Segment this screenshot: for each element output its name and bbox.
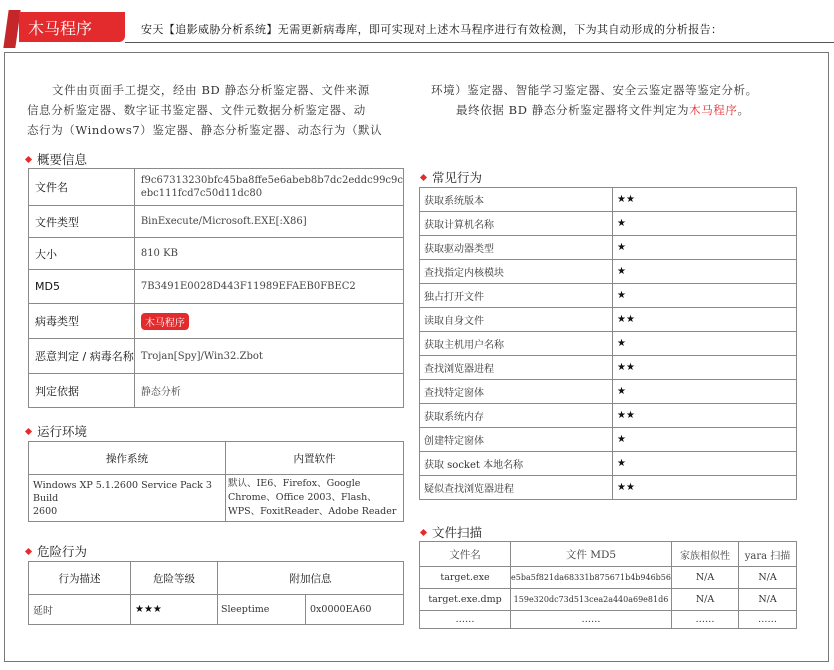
table-row	[29, 339, 404, 374]
behavior-stars: ★	[613, 428, 797, 452]
behavior-name: 获取系统内存	[420, 404, 613, 428]
behavior-name: 获取系统版本	[420, 188, 613, 212]
scan-header-name: 文件名	[420, 542, 511, 567]
table-row	[29, 475, 404, 522]
overview-key-virus-type: 病毒类型	[29, 304, 135, 339]
behavior-name: 创建特定窗体	[420, 428, 613, 452]
behavior-stars: ★★	[613, 404, 797, 428]
danger-table	[28, 561, 404, 625]
behavior-name: 查找特定窗体	[420, 380, 613, 404]
danger-title-text: 危险行为	[37, 544, 88, 559]
table-row	[29, 206, 404, 238]
behavior-name: 疑似查找浏览器进程	[420, 476, 613, 500]
header-description: 安天【追影威胁分析系统】无需更新病毒库，即可实现对上述木马程序进行有效检测，下为其自动形成的分析报告：	[141, 23, 723, 36]
overview-title-text: 概要信息	[37, 152, 88, 167]
scan-family: ……	[672, 611, 739, 629]
overview-key-filename: 文件名	[29, 169, 135, 206]
table-row	[29, 442, 404, 475]
intro-line-5	[456, 100, 750, 120]
danger-info-name: Sleeptime	[218, 595, 306, 625]
diamond-icon	[25, 548, 32, 555]
scan-header-md5: 文件 MD5	[511, 542, 672, 567]
overview-key-basis: 判定依据	[29, 374, 135, 408]
behavior-name: 读取自身文件	[420, 308, 613, 332]
table-row	[29, 595, 404, 625]
env-os	[29, 475, 226, 522]
scan-name: ……	[420, 611, 511, 629]
table-row	[29, 562, 404, 595]
environment-title-text: 运行环境	[37, 424, 88, 439]
scan-header-yara: yara 扫描	[739, 542, 797, 567]
danger-header-level: 危险等级	[131, 562, 218, 595]
scan-name: target.exe.dmp	[420, 589, 511, 611]
virus-type-badge: 木马程序	[141, 313, 189, 330]
behavior-stars: ★	[613, 452, 797, 476]
behavior-row	[420, 308, 797, 332]
behavior-stars: ★★	[613, 308, 797, 332]
overview-table	[28, 168, 404, 408]
overview-value-filename	[134, 169, 403, 206]
environment-table	[28, 441, 404, 522]
behavior-row	[420, 356, 797, 380]
table-row	[29, 304, 404, 339]
overview-value-virus-type	[134, 304, 403, 339]
behaviors-title-text: 常见行为	[432, 170, 483, 185]
env-software-line-2: Chrome、Office 2003、Flash、	[228, 492, 377, 503]
intro-verdict: 木马程序	[689, 103, 738, 117]
table-row	[420, 611, 797, 629]
behavior-row	[420, 380, 797, 404]
overview-key-filetype: 文件类型	[29, 206, 135, 238]
filescan-title	[418, 523, 482, 541]
behavior-name: 查找浏览器进程	[420, 356, 613, 380]
behavior-name: 获取 socket 本地名称	[420, 452, 613, 476]
behavior-row	[420, 476, 797, 500]
filescan-title-text: 文件扫描	[432, 525, 483, 540]
filescan-table	[419, 541, 797, 629]
table-row	[420, 589, 797, 611]
behavior-row	[420, 332, 797, 356]
behavior-stars: ★	[613, 212, 797, 236]
scan-yara: N/A	[739, 589, 797, 611]
overview-key-md5: MD5	[29, 270, 135, 304]
intro-line-2: 信息分析鉴定器、数字证书鉴定器、文件元数据分析鉴定器、动	[27, 103, 366, 117]
diamond-icon	[25, 156, 32, 163]
scan-header-family: 家族相似性	[672, 542, 739, 567]
overview-key-size: 大小	[29, 238, 135, 270]
behavior-stars: ★★	[613, 188, 797, 212]
env-header-os: 操作系统	[29, 442, 226, 475]
behavior-stars: ★★	[613, 476, 797, 500]
scan-md5: ……	[511, 611, 672, 629]
behavior-stars: ★	[613, 380, 797, 404]
intro-verdict-prefix: 最终依据 BD 静态分析鉴定器将文件判定为	[456, 103, 690, 117]
danger-desc: 延时	[29, 595, 131, 625]
danger-title	[23, 542, 87, 560]
danger-header-info: 附加信息	[218, 562, 404, 595]
header-tab-label: 木马程序	[28, 19, 93, 38]
overview-value-size: 810 KB	[134, 238, 403, 270]
behavior-row	[420, 260, 797, 284]
filename-line-1: f9c67313230bfc45ba8ffe5e6abeb8b7dc2eddc99c9c	[140, 175, 403, 186]
behaviors-table	[419, 187, 797, 500]
table-row	[420, 567, 797, 589]
header-divider	[125, 42, 834, 43]
scan-yara: ……	[739, 611, 797, 629]
overview-value-verdict: Trojan[Spy]/Win32.Zbot	[134, 339, 403, 374]
diamond-icon	[25, 428, 32, 435]
behavior-name: 获取计算机名称	[420, 212, 613, 236]
danger-header-desc: 行为描述	[29, 562, 131, 595]
environment-title	[23, 422, 87, 440]
table-row	[420, 542, 797, 567]
behavior-stars: ★	[613, 260, 797, 284]
env-os-line-1: Windows XP 5.1.2600 Service Pack 3 Build	[33, 479, 212, 504]
table-row	[29, 169, 404, 206]
overview-key-verdict: 恶意判定 / 病毒名称	[29, 339, 135, 374]
env-software-line-1: 默认、IE6、Firefox、Google	[228, 478, 361, 489]
behaviors-title	[418, 168, 482, 186]
behavior-row	[420, 404, 797, 428]
env-software	[226, 475, 404, 522]
table-row	[29, 374, 404, 408]
scan-name: target.exe	[420, 567, 511, 589]
intro-line-1: 文件由页面手工提交，经由 BD 静态分析鉴定器、文件来源	[52, 83, 370, 97]
behavior-row	[420, 188, 797, 212]
scan-md5: e5ba5f821da68331b875671b4b946b56	[511, 567, 672, 589]
danger-level: ★★★	[131, 595, 218, 625]
overview-value-md5: 7B3491E0028D443F11989EFAEB0FBEC2	[134, 270, 403, 304]
behavior-row	[420, 284, 797, 308]
env-header-software: 内置软件	[226, 442, 404, 475]
behavior-stars: ★★	[613, 356, 797, 380]
filename-line-2: ebc111fcd7c50d11dc80	[140, 188, 263, 199]
scan-yara: N/A	[739, 567, 797, 589]
behavior-name: 查找指定内核模块	[420, 260, 613, 284]
scan-family: N/A	[672, 567, 739, 589]
overview-title	[23, 150, 87, 168]
behavior-row	[420, 452, 797, 476]
behavior-stars: ★	[613, 236, 797, 260]
behavior-name: 获取主机用户名称	[420, 332, 613, 356]
scan-family: N/A	[672, 589, 739, 611]
env-software-line-3: WPS、FoxitReader、Adobe Reader	[228, 506, 397, 517]
diamond-icon	[420, 174, 427, 181]
behavior-row	[420, 428, 797, 452]
diamond-icon	[420, 529, 427, 536]
table-row	[29, 270, 404, 304]
intro-line-4: 环境）鉴定器、智能学习鉴定器、安全云鉴定器等鉴定分析。	[431, 83, 758, 97]
behavior-row	[420, 212, 797, 236]
table-row	[29, 238, 404, 270]
overview-value-filetype: BinExecute/Microsoft.EXE[:X86]	[134, 206, 403, 238]
overview-value-basis: 静态分析	[134, 374, 403, 408]
behavior-name: 获取驱动器类型	[420, 236, 613, 260]
behavior-stars: ★	[613, 284, 797, 308]
intro-line-3: 态行为（Windows7）鉴定器、静态分析鉴定器、动态行为（默认	[27, 123, 383, 137]
intro-verdict-suffix: 。	[737, 103, 750, 117]
env-os-line-2: 2600	[33, 505, 58, 517]
scan-md5: 159e320dc73d513cea2a440a69e81d6	[511, 589, 672, 611]
behavior-name: 独占打开文件	[420, 284, 613, 308]
danger-info-value: 0x0000EA60	[306, 595, 404, 625]
behavior-row	[420, 236, 797, 260]
behavior-stars: ★	[613, 332, 797, 356]
